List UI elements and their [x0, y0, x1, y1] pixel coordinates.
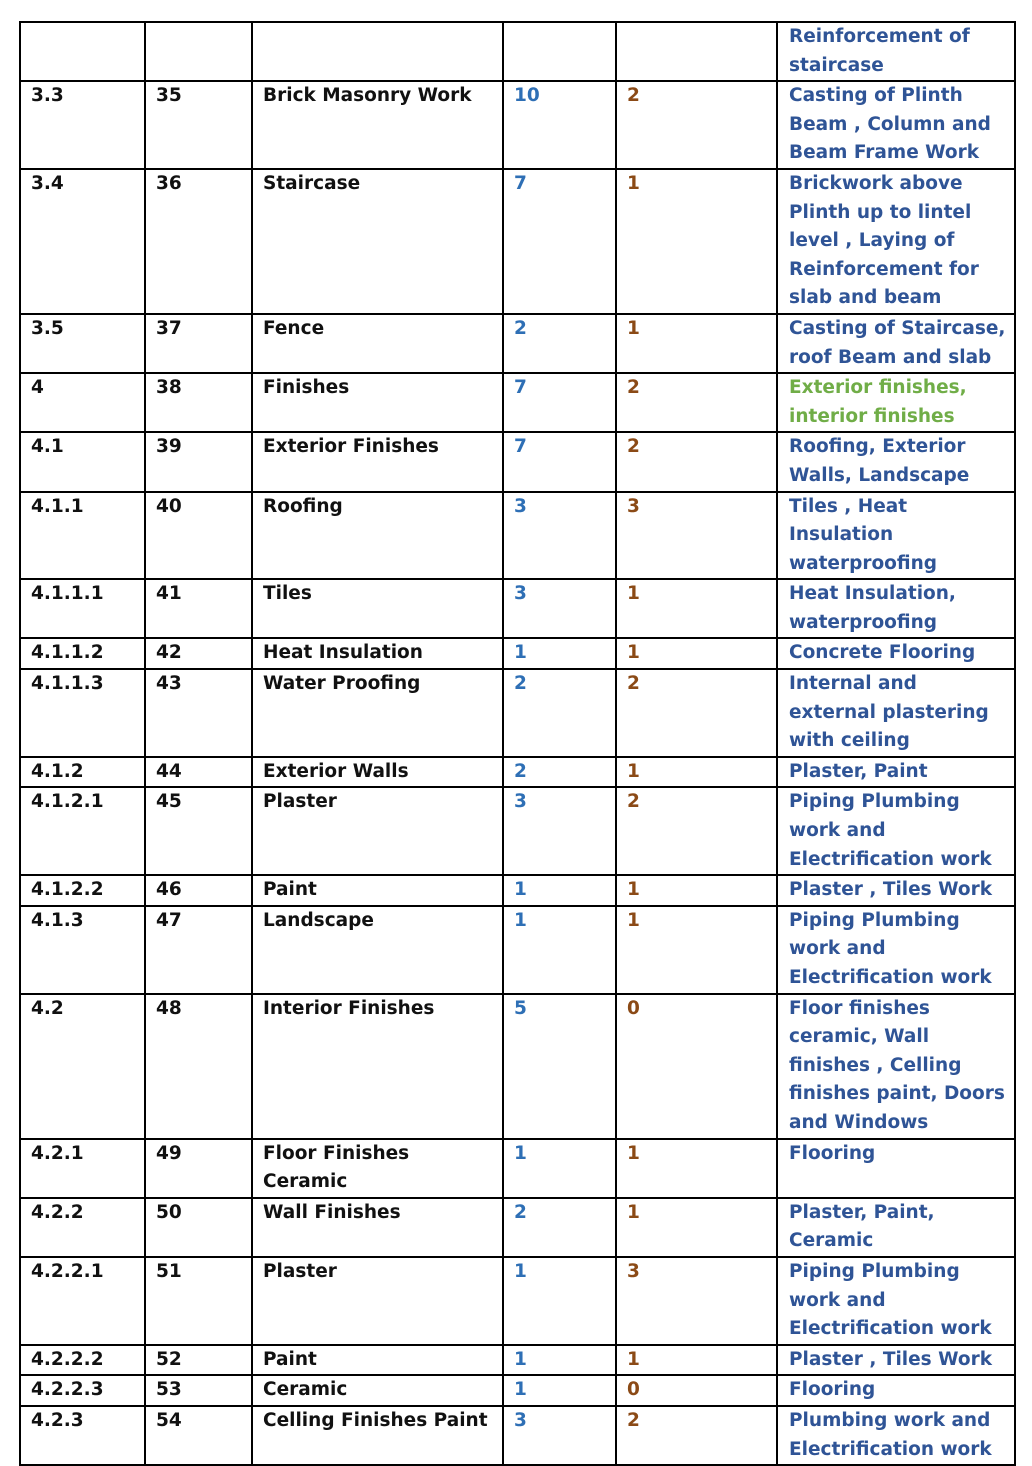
linked-activities-cell: Piping Plumbing work and Electrification work: [777, 906, 1015, 994]
table-row: [20, 314, 1015, 373]
wbs-table: [19, 21, 1016, 1466]
predecessor-cell: 1: [616, 757, 777, 788]
table-row: [20, 432, 1015, 491]
linked-activities-cell: Plaster , Tiles Work: [777, 875, 1015, 906]
wbs-code-cell: 4.1.2.2: [20, 875, 145, 906]
linked-activities-cell: Casting of Staircase, roof Beam and slab: [777, 314, 1015, 373]
task-name-cell: Roofing: [252, 492, 503, 580]
task-name-cell: Floor Finishes Ceramic: [252, 1139, 503, 1198]
linked-activities-cell: Plaster, Paint: [777, 757, 1015, 788]
table-row: [20, 787, 1015, 875]
predecessor-cell: [616, 22, 777, 81]
linked-activities-cell: Plaster, Paint, Ceramic: [777, 1198, 1015, 1257]
linked-activities-cell: Casting of Plinth Beam , Column and Beam Frame Work: [777, 81, 1015, 169]
predecessor-cell: 1: [616, 314, 777, 373]
task-id-cell: 50: [145, 1198, 252, 1257]
task-id-cell: 41: [145, 579, 252, 638]
task-id-cell: 36: [145, 169, 252, 314]
wbs-code-cell: [20, 22, 145, 81]
linked-activities-cell: Reinforcement of staircase: [777, 22, 1015, 81]
predecessor-cell: 1: [616, 1139, 777, 1198]
task-id-cell: 45: [145, 787, 252, 875]
table-row: [20, 1375, 1015, 1406]
predecessor-cell: 1: [616, 906, 777, 994]
wbs-code-cell: 4.1.2.1: [20, 787, 145, 875]
predecessor-cell: 2: [616, 373, 777, 432]
duration-cell: 5: [503, 994, 616, 1139]
predecessor-cell: 1: [616, 875, 777, 906]
wbs-code-cell: 4.1.1.3: [20, 669, 145, 757]
duration-cell: [503, 22, 616, 81]
task-name-cell: Brick Masonry Work: [252, 81, 503, 169]
duration-cell: 1: [503, 906, 616, 994]
predecessor-cell: 1: [616, 638, 777, 669]
predecessor-cell: 0: [616, 994, 777, 1139]
duration-cell: 3: [503, 787, 616, 875]
linked-activities-cell: Heat Insulation, waterproofing: [777, 579, 1015, 638]
wbs-code-cell: 4: [20, 373, 145, 432]
duration-cell: 1: [503, 1257, 616, 1345]
duration-cell: 1: [503, 1139, 616, 1198]
duration-cell: 7: [503, 432, 616, 491]
task-id-cell: 52: [145, 1345, 252, 1376]
table-row: [20, 1198, 1015, 1257]
task-name-cell: Finishes: [252, 373, 503, 432]
task-id-cell: 49: [145, 1139, 252, 1198]
duration-cell: 3: [503, 1406, 616, 1465]
linked-activities-cell: Plumbing work and Electrification work: [777, 1406, 1015, 1465]
duration-cell: 10: [503, 81, 616, 169]
task-name-cell: Paint: [252, 1345, 503, 1376]
task-id-cell: [145, 22, 252, 81]
table-row: [20, 638, 1015, 669]
wbs-table-body: [20, 22, 1015, 1465]
task-id-cell: 39: [145, 432, 252, 491]
duration-cell: 3: [503, 492, 616, 580]
duration-cell: 1: [503, 1345, 616, 1376]
predecessor-cell: 2: [616, 669, 777, 757]
task-id-cell: 51: [145, 1257, 252, 1345]
task-name-cell: [252, 22, 503, 81]
wbs-code-cell: 4.2.2.2: [20, 1345, 145, 1376]
task-id-cell: 48: [145, 994, 252, 1139]
wbs-code-cell: 4.1.3: [20, 906, 145, 994]
table-row: [20, 579, 1015, 638]
task-id-cell: 47: [145, 906, 252, 994]
task-name-cell: Plaster: [252, 1257, 503, 1345]
predecessor-cell: 1: [616, 169, 777, 314]
predecessor-cell: 3: [616, 492, 777, 580]
predecessor-cell: 3: [616, 1257, 777, 1345]
task-id-cell: 53: [145, 1375, 252, 1406]
duration-cell: 2: [503, 1198, 616, 1257]
wbs-code-cell: 4.2.2: [20, 1198, 145, 1257]
task-name-cell: Exterior Walls: [252, 757, 503, 788]
task-id-cell: 44: [145, 757, 252, 788]
wbs-code-cell: 4.1.1.2: [20, 638, 145, 669]
task-name-cell: Landscape: [252, 906, 503, 994]
task-name-cell: Interior Finishes: [252, 994, 503, 1139]
linked-activities-cell: Roofing, Exterior Walls, Landscape: [777, 432, 1015, 491]
linked-activities-cell: Piping Plumbing work and Electrification work: [777, 787, 1015, 875]
linked-activities-cell: Brickwork above Plinth up to lintel level , Laying of Reinforcement for slab and beam: [777, 169, 1015, 314]
wbs-code-cell: 4.2.2.1: [20, 1257, 145, 1345]
predecessor-cell: 0: [616, 1375, 777, 1406]
wbs-code-cell: 4.1.2: [20, 757, 145, 788]
task-name-cell: Plaster: [252, 787, 503, 875]
predecessor-cell: 1: [616, 579, 777, 638]
task-name-cell: Heat Insulation: [252, 638, 503, 669]
duration-cell: 1: [503, 875, 616, 906]
wbs-code-cell: 4.1.1: [20, 492, 145, 580]
predecessor-cell: 1: [616, 1345, 777, 1376]
task-id-cell: 38: [145, 373, 252, 432]
duration-cell: 1: [503, 638, 616, 669]
task-id-cell: 43: [145, 669, 252, 757]
duration-cell: 3: [503, 579, 616, 638]
table-row: [20, 373, 1015, 432]
linked-activities-cell: Plaster , Tiles Work: [777, 1345, 1015, 1376]
linked-activities-cell: Flooring: [777, 1139, 1015, 1198]
task-name-cell: Staircase: [252, 169, 503, 314]
duration-cell: 7: [503, 373, 616, 432]
predecessor-cell: 2: [616, 432, 777, 491]
linked-activities-cell: Tiles , Heat Insulation waterproofing: [777, 492, 1015, 580]
table-row: [20, 492, 1015, 580]
linked-activities-cell: Exterior finishes, interior finishes: [777, 373, 1015, 432]
table-row: [20, 669, 1015, 757]
wbs-code-cell: 4.2.2.3: [20, 1375, 145, 1406]
duration-cell: 2: [503, 757, 616, 788]
table-row: [20, 994, 1015, 1139]
wbs-code-cell: 4.2.3: [20, 1406, 145, 1465]
task-name-cell: Wall Finishes: [252, 1198, 503, 1257]
task-id-cell: 46: [145, 875, 252, 906]
wbs-code-cell: 3.5: [20, 314, 145, 373]
task-id-cell: 35: [145, 81, 252, 169]
task-name-cell: Paint: [252, 875, 503, 906]
wbs-code-cell: 4.1: [20, 432, 145, 491]
task-name-cell: Water Proofing: [252, 669, 503, 757]
table-row: [20, 1406, 1015, 1465]
linked-activities-cell: Internal and external plastering with ceiling: [777, 669, 1015, 757]
table-row: [20, 1139, 1015, 1198]
task-name-cell: Fence: [252, 314, 503, 373]
table-row: [20, 22, 1015, 81]
wbs-code-cell: 4.2.1: [20, 1139, 145, 1198]
task-id-cell: 37: [145, 314, 252, 373]
linked-activities-cell: Floor finishes ceramic, Wall finishes , Celling finishes paint, Doors and Windows: [777, 994, 1015, 1139]
task-id-cell: 54: [145, 1406, 252, 1465]
table-row: [20, 169, 1015, 314]
task-name-cell: Exterior Finishes: [252, 432, 503, 491]
wbs-code-cell: 4.2: [20, 994, 145, 1139]
table-row: [20, 875, 1015, 906]
predecessor-cell: 2: [616, 787, 777, 875]
duration-cell: 1: [503, 1375, 616, 1406]
linked-activities-cell: Piping Plumbing work and Electrification work: [777, 1257, 1015, 1345]
duration-cell: 2: [503, 314, 616, 373]
predecessor-cell: 2: [616, 1406, 777, 1465]
table-row: [20, 757, 1015, 788]
predecessor-cell: 1: [616, 1198, 777, 1257]
table-row: [20, 1257, 1015, 1345]
wbs-code-cell: 3.4: [20, 169, 145, 314]
duration-cell: 7: [503, 169, 616, 314]
task-id-cell: 40: [145, 492, 252, 580]
task-name-cell: Ceramic: [252, 1375, 503, 1406]
table-row: [20, 81, 1015, 169]
task-id-cell: 42: [145, 638, 252, 669]
table-row: [20, 1345, 1015, 1376]
task-name-cell: Celling Finishes Paint: [252, 1406, 503, 1465]
predecessor-cell: 2: [616, 81, 777, 169]
table-row: [20, 906, 1015, 994]
linked-activities-cell: Flooring: [777, 1375, 1015, 1406]
wbs-code-cell: 4.1.1.1: [20, 579, 145, 638]
task-name-cell: Tiles: [252, 579, 503, 638]
linked-activities-cell: Concrete Flooring: [777, 638, 1015, 669]
duration-cell: 2: [503, 669, 616, 757]
wbs-code-cell: 3.3: [20, 81, 145, 169]
